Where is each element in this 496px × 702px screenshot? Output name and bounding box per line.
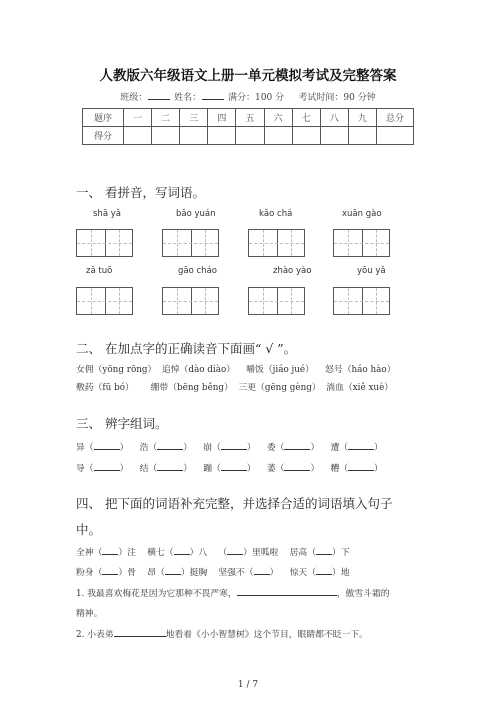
- score-cell[interactable]: [208, 127, 236, 145]
- score-header-cell: 一: [124, 109, 152, 127]
- question-1-line-2: 精神。: [76, 609, 103, 619]
- tianzige-box[interactable]: [248, 229, 305, 257]
- exam-time: 考试时间：90 分钟: [298, 93, 376, 103]
- score-header-cell: 总分: [377, 109, 414, 127]
- idiom-part: 粉身（: [76, 568, 103, 578]
- question-1-line: [76, 586, 390, 599]
- idiom-part: ）地: [332, 568, 350, 578]
- pinyin-label: zǎ tuō: [86, 266, 113, 276]
- char-prompt: 导（: [76, 464, 94, 474]
- answer-blank[interactable]: [348, 462, 374, 471]
- exam-info: [0, 90, 496, 103]
- idiom-part: ）骨: [118, 568, 137, 578]
- answer-blank[interactable]: [174, 546, 190, 555]
- answer-blank[interactable]: [254, 566, 270, 575]
- answer-blank[interactable]: [284, 441, 310, 450]
- char-prompt: 浩（: [139, 443, 158, 453]
- score-cell[interactable]: [236, 127, 264, 145]
- score-cell[interactable]: [377, 127, 414, 145]
- answer-blank[interactable]: [114, 628, 166, 637]
- answer-blank[interactable]: [102, 566, 118, 575]
- paren-close: ）: [119, 443, 129, 453]
- tianzige-box[interactable]: [162, 229, 219, 257]
- idiom-part: 惊天（: [289, 568, 317, 578]
- idiom-part: 全神（: [76, 548, 103, 558]
- idiom-part: 昂（: [147, 568, 165, 578]
- char-prompt: 结（: [139, 464, 158, 474]
- answer-blank[interactable]: [237, 587, 337, 596]
- paren-close: ）: [183, 443, 193, 453]
- tianzige-box[interactable]: [333, 229, 390, 257]
- paren-close: ）: [183, 464, 193, 474]
- reading-choice-line-1[interactable]: 女佣（yōng rōng） 追悼（dào diào） 嚼饭（jiáo jué） 怒号（háo hào）: [76, 365, 396, 375]
- pinyin-label: zhào yào: [273, 266, 312, 276]
- question-1-text-cont: ，傲雪斗霜的: [336, 589, 390, 599]
- answer-blank[interactable]: [221, 441, 247, 450]
- answer-blank[interactable]: [284, 462, 310, 471]
- char-prompt: 萎（: [266, 464, 285, 474]
- score-cell[interactable]: [320, 127, 348, 145]
- idiom-part: 居高（: [289, 548, 317, 558]
- section-3-heading: 三、 辨字组词。: [76, 416, 168, 431]
- paren-close: ）: [246, 464, 256, 474]
- pinyin-label: bǎo yuán: [176, 209, 216, 219]
- answer-blank[interactable]: [94, 441, 120, 450]
- tianzige-box[interactable]: [76, 287, 133, 315]
- class-label: 班级：: [120, 93, 148, 103]
- paren-close: ）: [310, 464, 320, 474]
- score-header-cell: 题序: [83, 109, 124, 127]
- paren-close: ）: [310, 443, 320, 453]
- score-cell[interactable]: [124, 127, 152, 145]
- idiom-part: ）八: [189, 548, 208, 558]
- score-cell[interactable]: [180, 127, 208, 145]
- score-row: [83, 127, 414, 145]
- answer-blank[interactable]: [157, 441, 183, 450]
- idiom-part: ）下: [332, 548, 350, 558]
- answer-blank[interactable]: [102, 546, 118, 555]
- name-label: 姓名：: [174, 93, 202, 103]
- idiom-part: ）: [269, 568, 279, 578]
- section-1-heading: 一、 看拼音，写词语。: [76, 185, 205, 200]
- char-prompt: 糟（: [330, 464, 349, 474]
- question-2-text-cont: 地看着《小小智慧树》这个节目，眼睛都不眨一下。: [165, 630, 368, 640]
- tianzige-box[interactable]: [333, 287, 390, 315]
- pinyin-label: shā yǎ: [93, 209, 121, 219]
- question-1-text: 1. 我最喜欢梅花是因为它那种不畏严寒，: [76, 589, 237, 599]
- answer-blank[interactable]: [316, 546, 332, 555]
- score-header-cell: 七: [292, 109, 320, 127]
- paren-close: ）: [119, 464, 129, 474]
- full-score: 满分：100 分: [228, 93, 285, 103]
- score-header-cell: 六: [264, 109, 292, 127]
- class-blank[interactable]: [148, 91, 170, 100]
- question-2-text: 2. 小表弟: [76, 630, 114, 640]
- score-header-cell: 八: [320, 109, 348, 127]
- section-4-heading: 四、 把下面的词语补充完整，并选择合适的词语填入句子: [76, 496, 393, 511]
- idiom-part: （: [218, 548, 228, 558]
- idiom-part: ）注: [118, 548, 137, 558]
- tianzige-box[interactable]: [76, 229, 133, 257]
- answer-blank[interactable]: [348, 441, 374, 450]
- score-cell[interactable]: [348, 127, 376, 145]
- answer-blank[interactable]: [221, 462, 247, 471]
- score-header-cell: 四: [208, 109, 236, 127]
- score-row-label: 得分: [83, 127, 124, 145]
- answer-blank[interactable]: [165, 566, 181, 575]
- answer-blank[interactable]: [316, 566, 332, 575]
- idiom-part: ）里呱啦: [243, 548, 279, 558]
- score-header-cell: 五: [236, 109, 264, 127]
- idiom-part: 横七（: [147, 548, 174, 558]
- idiom-row-2: [76, 565, 350, 578]
- paren-close: ）: [374, 464, 383, 474]
- score-header-cell: 二: [152, 109, 180, 127]
- char-prompt: 崩（: [203, 443, 221, 453]
- tianzige-box[interactable]: [248, 287, 305, 315]
- score-cell[interactable]: [264, 127, 292, 145]
- answer-blank[interactable]: [94, 462, 120, 471]
- reading-choice-line-2[interactable]: 敷药（fū bó） 绷带（bēng běng） 三更（gēng gèng） 淌血（xiě xuè）: [76, 383, 394, 393]
- score-header-row: [83, 109, 414, 127]
- score-table: [82, 108, 414, 145]
- pinyin-label: xuān gào: [342, 209, 382, 219]
- section-2-heading: 二、 在加点字的正确读音下面画“ √ ”。: [76, 341, 297, 356]
- score-cell[interactable]: [152, 127, 180, 145]
- pinyin-label: yōu yǎ: [357, 266, 386, 276]
- tianzige-box[interactable]: [162, 287, 219, 315]
- page-number: 1 / 7: [237, 680, 259, 690]
- answer-blank[interactable]: [157, 462, 183, 471]
- idiom-part: ）挺胸: [180, 568, 208, 578]
- pinyin-label: kǎo chá: [259, 209, 293, 219]
- paren-close: ）: [374, 443, 383, 453]
- idiom-part: 坚强不（: [218, 568, 254, 578]
- question-2-line: [76, 627, 368, 640]
- char-prompt: 委（: [266, 443, 285, 453]
- score-cell[interactable]: [292, 127, 320, 145]
- word-group-row-1: [76, 440, 383, 453]
- char-prompt: 蹦（: [203, 464, 221, 474]
- idiom-row-1: [76, 545, 350, 558]
- page-title: 人教版六年级语文上册一单元模拟考试及完整答案: [99, 68, 397, 84]
- score-header-cell: 三: [180, 109, 208, 127]
- section-4-heading-cont: 中。: [76, 522, 102, 537]
- pinyin-label: gāo cháo: [178, 266, 217, 276]
- answer-blank[interactable]: [227, 546, 243, 555]
- score-header-cell: 九: [348, 109, 376, 127]
- char-prompt: 遭（: [330, 443, 349, 453]
- name-blank[interactable]: [202, 91, 224, 100]
- paren-close: ）: [246, 443, 256, 453]
- word-group-row-2: [76, 461, 383, 474]
- char-prompt: 异（: [76, 443, 94, 453]
